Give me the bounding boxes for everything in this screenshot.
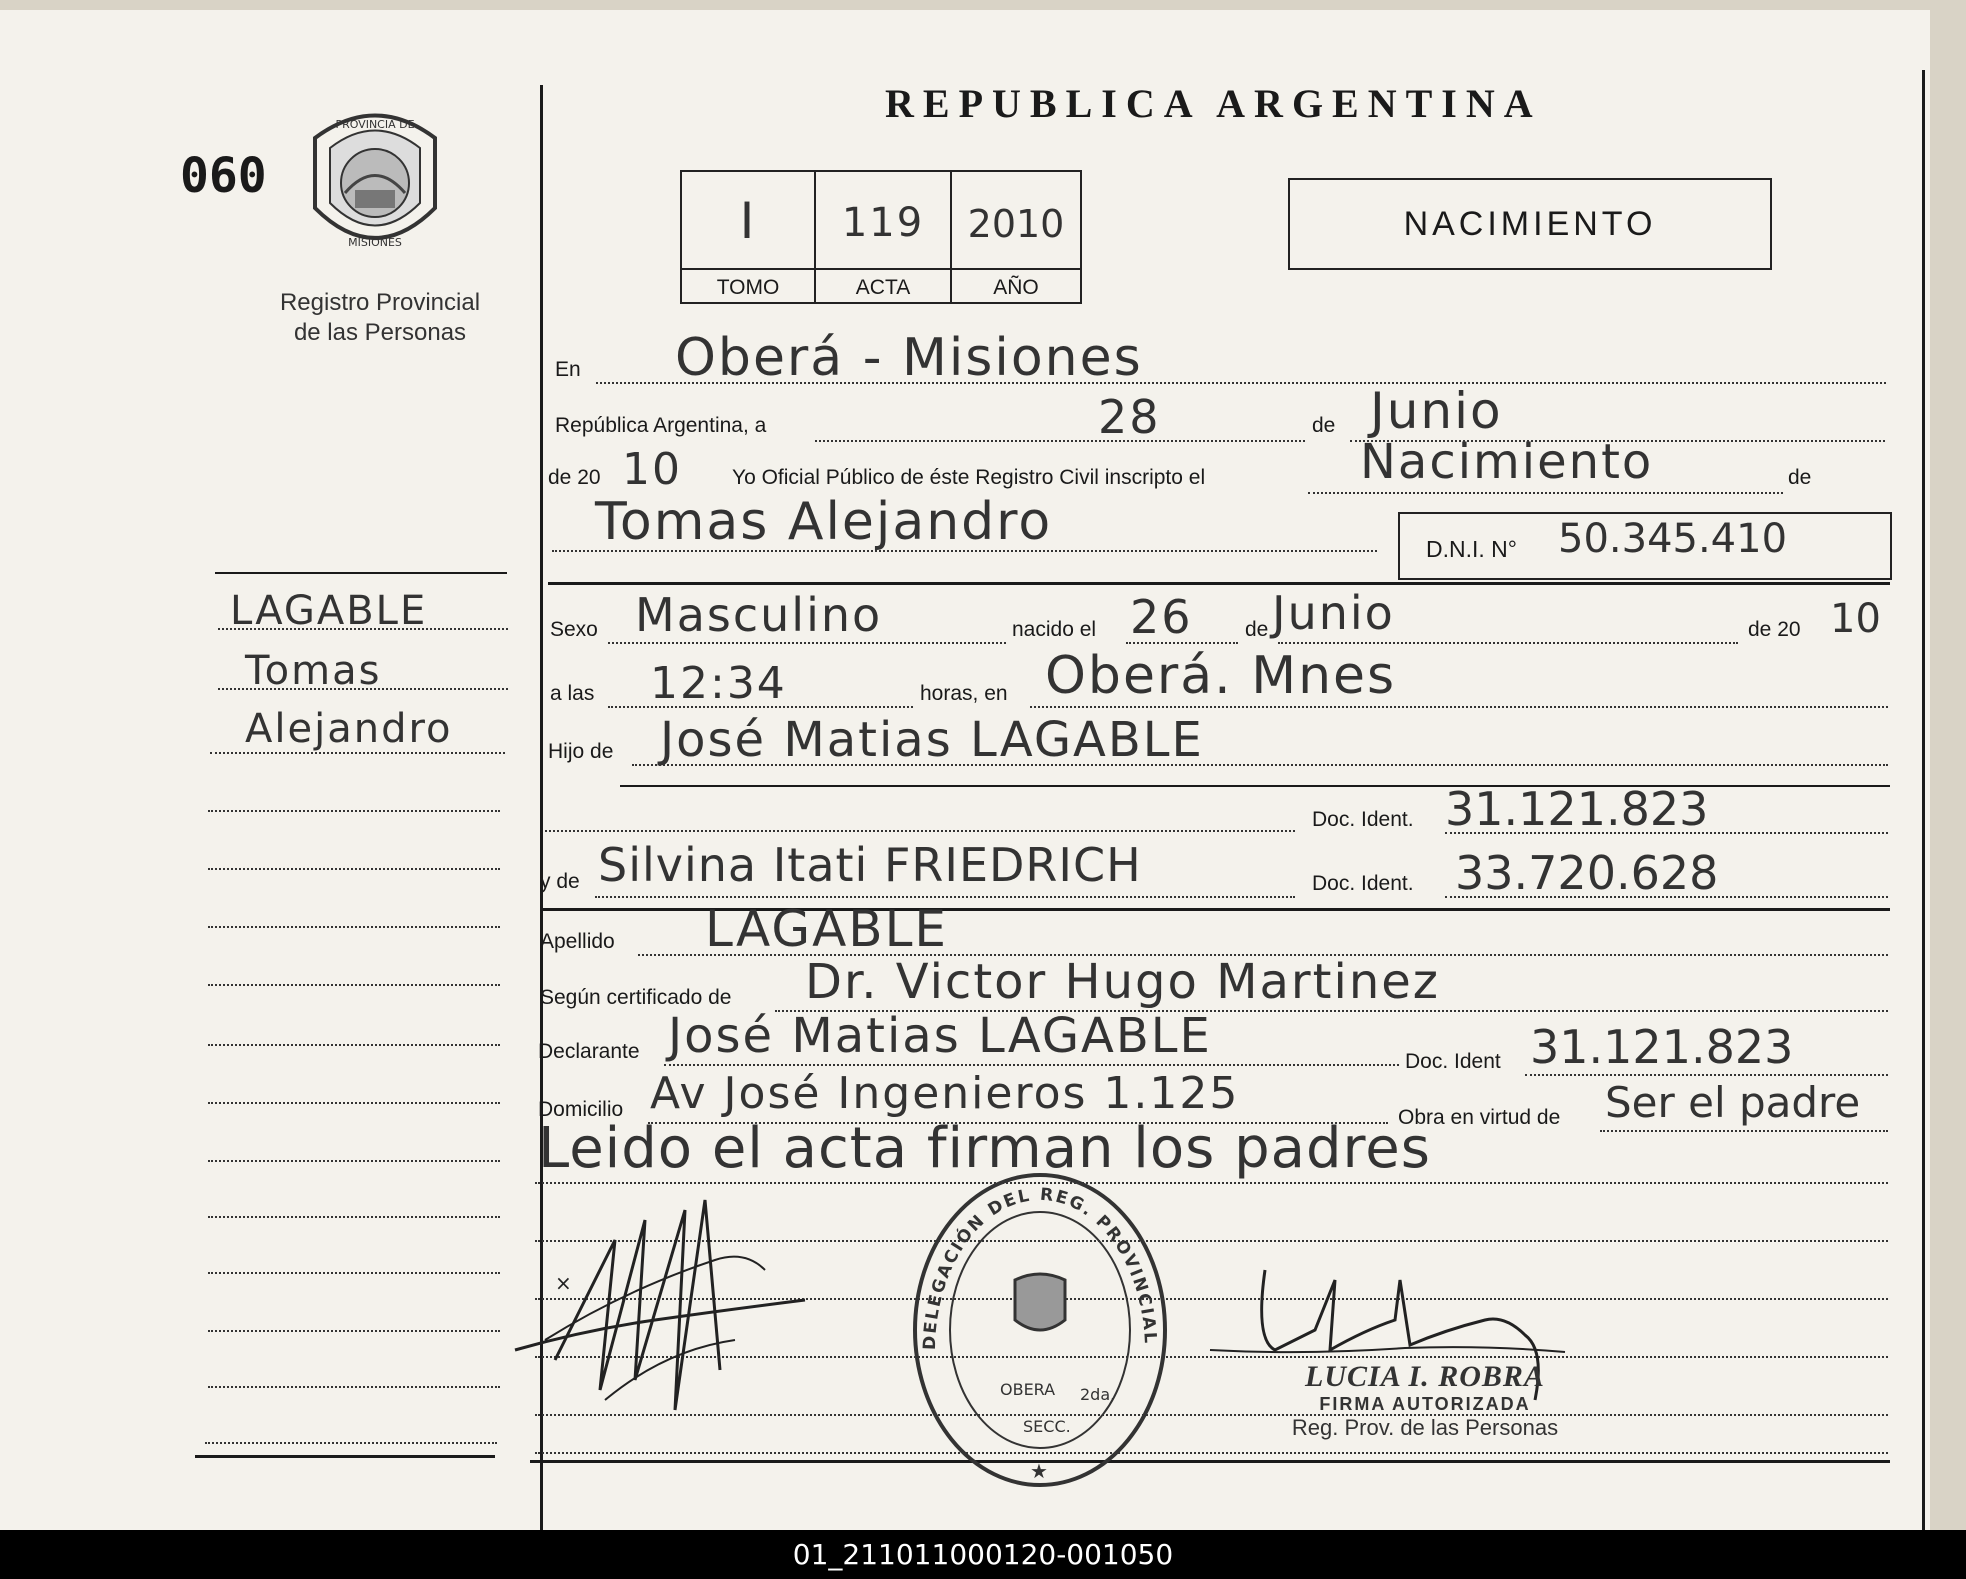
yde-label: y de — [540, 870, 580, 893]
father-field: José Matias LAGABLE — [660, 712, 1204, 768]
margin-line — [208, 1102, 500, 1104]
day-line — [815, 440, 1305, 442]
certificado-label: Según certificado de — [540, 986, 732, 1009]
stamp-outer-text: DELEGACIÓN DEL REG. PROVINCIAL — [919, 1184, 1161, 1351]
obra-field: Ser el padre — [1605, 1078, 1861, 1127]
seal-arc-bottom: MISIONES — [348, 236, 402, 249]
doc-ident-label: Doc. Ident. — [1312, 808, 1414, 831]
sexo-label: Sexo — [550, 618, 598, 641]
stamp-secc-num: 2da. — [1080, 1385, 1116, 1404]
margin-second-name: Alejandro — [245, 706, 453, 752]
domicilio-field: Av José Ingenieros 1.125 — [650, 1068, 1240, 1119]
acta-value: 119 — [841, 200, 925, 246]
stamp-secc: SECC. — [1023, 1417, 1071, 1436]
oficial-label: Yo Oficial Público de éste Registro Civil inscripto el — [732, 466, 1206, 489]
bottom-rule — [530, 1460, 1890, 1463]
birth-month-line — [1278, 642, 1738, 644]
anio-label: AÑO — [993, 276, 1039, 299]
tomo-label: TOMO — [716, 276, 780, 299]
office-line-2: de las Personas — [293, 319, 467, 346]
de-label-2: de — [1788, 466, 1812, 489]
declarante-field: José Matias LAGABLE — [668, 1008, 1212, 1064]
record-type: NACIMIENTO — [1403, 205, 1657, 243]
domicilio-label: Domicilio — [538, 1098, 624, 1121]
mother-field: Silvina Itati FRIEDRICH — [598, 838, 1142, 892]
child-name-field: Tomas Alejandro — [595, 492, 1053, 552]
authorized-block — [1260, 1360, 1590, 1441]
year-suffix-field: 10 — [622, 444, 682, 495]
obra-line — [1600, 1130, 1888, 1132]
margin-line — [208, 1216, 500, 1218]
svg-text:×: × — [555, 1271, 572, 1295]
margin-line — [208, 1330, 500, 1332]
birth-day-field: 26 — [1130, 590, 1193, 644]
svg-text:★: ★ — [1030, 1459, 1048, 1483]
mother-doc-field: 33.720.628 — [1455, 846, 1719, 900]
margin-line — [210, 752, 505, 754]
margin-line — [218, 688, 508, 690]
doc-ident-label-mother: Doc. Ident. — [1312, 872, 1414, 895]
apellido-label: Apellido — [540, 930, 615, 953]
acta-label: ACTA — [855, 276, 911, 299]
note-field: Leido el acta firman los padres — [538, 1116, 1431, 1181]
hijo-label: Hijo de — [548, 740, 614, 763]
tomo-value: I — [739, 192, 757, 250]
apellido-field: LAGABLE — [705, 900, 949, 958]
event-field: Nacimiento — [1360, 434, 1654, 490]
en-label: En — [555, 358, 581, 381]
record-reference-table — [680, 170, 1082, 304]
declarante-doc-field: 31.121.823 — [1530, 1020, 1794, 1074]
stamp-city: OBERA — [1000, 1380, 1056, 1399]
margin-line — [205, 1442, 497, 1444]
dni-box — [1398, 512, 1892, 580]
margin-line — [208, 1272, 500, 1274]
country-title: REPUBLICA ARGENTINA — [885, 81, 1542, 126]
doctor-field: Dr. Victor Hugo Martinez — [805, 954, 1440, 1010]
father-doc-field: 31.121.823 — [1445, 782, 1709, 836]
margin-line — [208, 810, 500, 812]
sexo-field: Masculino — [635, 588, 883, 642]
sexo-line — [608, 642, 1006, 644]
doc-ident-label-2: Doc. Ident — [1405, 1050, 1501, 1073]
footer-id: 01_211011000120-001050 — [792, 1538, 1174, 1571]
section-rule-1 — [548, 582, 1890, 585]
margin-first-name: Tomas — [245, 648, 382, 694]
event-line — [1308, 492, 1783, 494]
margin-line — [208, 984, 500, 986]
margin-line — [208, 926, 500, 928]
republica-label: República Argentina, a — [555, 414, 767, 437]
anio-value: 2010 — [967, 202, 1065, 246]
birth-place-line — [1030, 706, 1888, 708]
month-field: Junio — [1370, 382, 1503, 440]
margin-top-rule — [215, 572, 507, 574]
dni-value: 50.345.410 — [1558, 516, 1788, 562]
authorized-title: FIRMA AUTORIZADA — [1319, 1394, 1531, 1414]
page-number: 060 — [180, 148, 267, 204]
nacido-label: nacido el — [1012, 618, 1097, 641]
document-page — [0, 10, 1930, 1530]
provincial-seal — [295, 98, 455, 268]
authorized-office: Reg. Prov. de las Personas — [1291, 1415, 1559, 1440]
declarante-line — [664, 1064, 1399, 1066]
declarante-doc-line — [1525, 1074, 1888, 1076]
official-stamp — [905, 1160, 1175, 1490]
alas-label: a las — [550, 682, 595, 705]
office-line-1: Registro Provincial — [279, 289, 481, 316]
footer-id-bar — [0, 1530, 1966, 1579]
birth-month-field: Junio — [1272, 586, 1395, 640]
de20-label-2: de 20 — [1748, 618, 1801, 641]
margin-line — [208, 1160, 500, 1162]
margin-line — [208, 1044, 500, 1046]
office-name — [240, 288, 520, 348]
right-vertical-rule — [1922, 70, 1925, 1530]
birth-time-field: 12:34 — [650, 658, 787, 709]
mother-line — [595, 896, 1295, 898]
margin-surname: LAGABLE — [230, 588, 428, 634]
de20-label: de 20 — [548, 466, 601, 489]
margin-line — [208, 868, 500, 870]
de-label: de — [1312, 414, 1336, 437]
margin-line — [208, 1386, 500, 1388]
margin-bottom-rule — [195, 1455, 495, 1458]
day-field: 28 — [1098, 390, 1161, 444]
seal-arc-top: PROVINCIA DE — [335, 118, 415, 131]
father-extra-line — [545, 830, 1295, 832]
parents-signature — [505, 1180, 825, 1440]
de-label-3: de — [1245, 618, 1269, 641]
place-field: Oberá - Misiones — [675, 328, 1143, 388]
birth-place-field: Oberá. Mnes — [1045, 646, 1397, 706]
dni-label: D.N.I. N° — [1426, 536, 1517, 562]
birth-year-suffix-field: 10 — [1830, 596, 1881, 642]
authorized-name: LUCIA I. ROBRA — [1305, 1360, 1545, 1393]
obra-label: Obra en virtud de — [1398, 1106, 1561, 1129]
form-line — [535, 1452, 1888, 1454]
record-type-box — [1288, 178, 1772, 270]
horas-label: horas, en — [920, 682, 1008, 705]
margin-line — [218, 628, 508, 630]
declarante-label: Declarante — [538, 1040, 640, 1063]
